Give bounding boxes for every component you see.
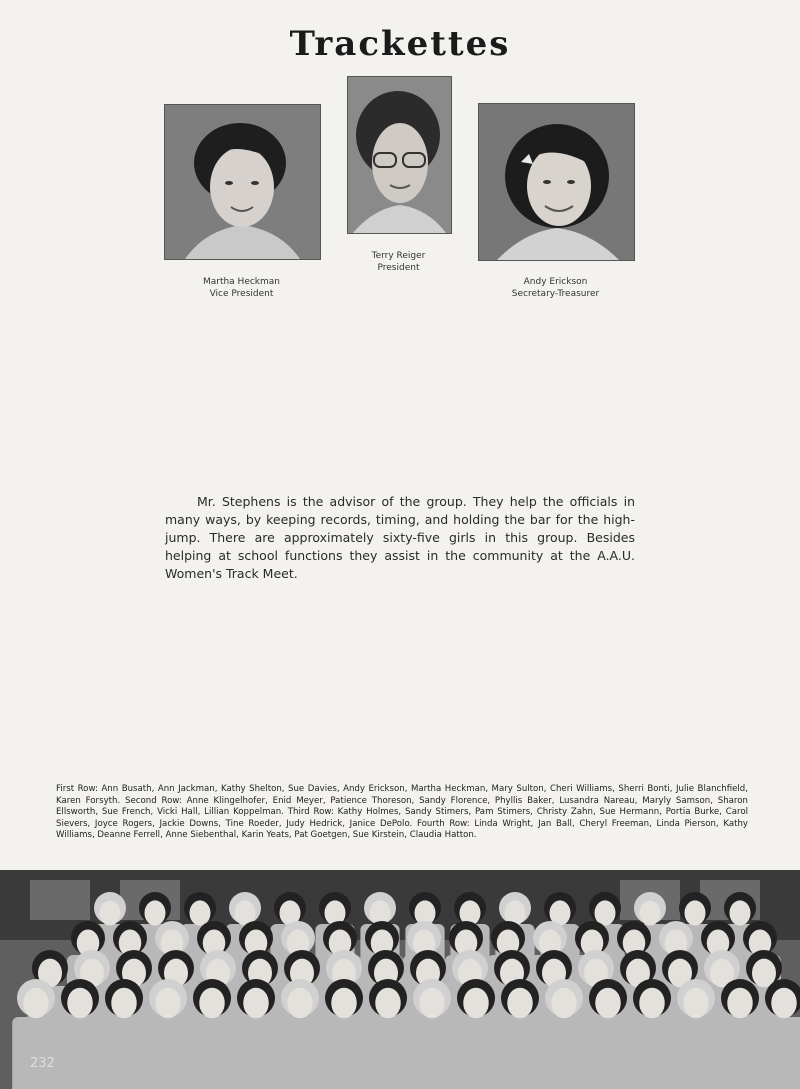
group-member (12, 979, 60, 1089)
group-member (232, 979, 280, 1089)
group-member (320, 979, 368, 1089)
group-member (496, 979, 544, 1089)
portrait-photo (479, 104, 634, 260)
caption-andy-erickson (478, 276, 633, 300)
group-member (628, 979, 676, 1089)
officer-role: Secretary-Treasurer (511, 289, 600, 299)
portrait-photo (348, 77, 451, 233)
group-member (672, 979, 720, 1089)
officer-role: President (377, 263, 420, 273)
roster-caption: First Row: Ann Busath, Ann Jackman, Kathy Shelton, Sue Davies, Andy Erickson, Martha Heckman, Mary Sulton, Cheri Williams, Sherri Bonti, Julie Blanchfield, Karen Forsyth. Second Row: Anne Klingelhofer, Enid Meyer, Patience Thoreson, Sandy Florence, Phyllis Baker, Lusandra Nareau, Maryly Samson, Sharon Ellsworth, Sue French, Vicki Hall, Lillian Koppelman. Third Row: Kathy Holmes, Sandy Stimers, Pam Stimers, Christy Zahn, Sue Hermann, Portia Burke, Carol Sievers, Joyce Rogers, Jackie Downs, Tine Roeder, Judy Hedrick, Janice DePolo. Fourth Row: Linda Wright, Jan Ball, Cheryl Freeman, Linda Pierson, Kathy Williams, Deanne Ferrell, Anne Siebenthal, Karin Yeats, Pat Goetgen, Sue Kirstein, Claudia Hatton. (56, 784, 748, 840)
portrait-andy-erickson (478, 103, 635, 261)
officer-name: Martha Heckman (202, 277, 281, 287)
group-member (364, 979, 412, 1089)
description-paragraph: Mr. Stephens is the advisor of the group. They help the officials in many ways, by keeping records, timing, and holding the bar for the high-jump. There are approximately sixty-five girls in this group. Besides helping at school functions they assist in the community at the A.A.U. Women's Track Meet. (165, 493, 635, 581)
group-member (188, 979, 236, 1089)
group-photo (0, 870, 800, 1089)
page-number: 232 (30, 1056, 55, 1071)
group-member (276, 979, 324, 1089)
group-member (584, 979, 632, 1089)
group-member (56, 979, 104, 1089)
officer-name: Andy Erickson (523, 277, 588, 287)
officer-name: Terry Reiger (371, 251, 426, 261)
page-title: Trackettes (289, 24, 511, 64)
group-member (716, 979, 764, 1089)
caption-martha-heckman (164, 276, 319, 300)
group-member (100, 979, 148, 1089)
group-member (540, 979, 588, 1089)
caption-terry-reiger (347, 250, 450, 274)
group-member (760, 979, 800, 1089)
group-member (408, 979, 456, 1089)
group-member (452, 979, 500, 1089)
group-member (144, 979, 192, 1089)
group-photo-image (0, 870, 800, 1089)
portrait-martha-heckman (164, 104, 321, 260)
portrait-photo (165, 105, 320, 259)
portrait-terry-reiger (347, 76, 452, 234)
officer-role: Vice President (209, 289, 274, 299)
